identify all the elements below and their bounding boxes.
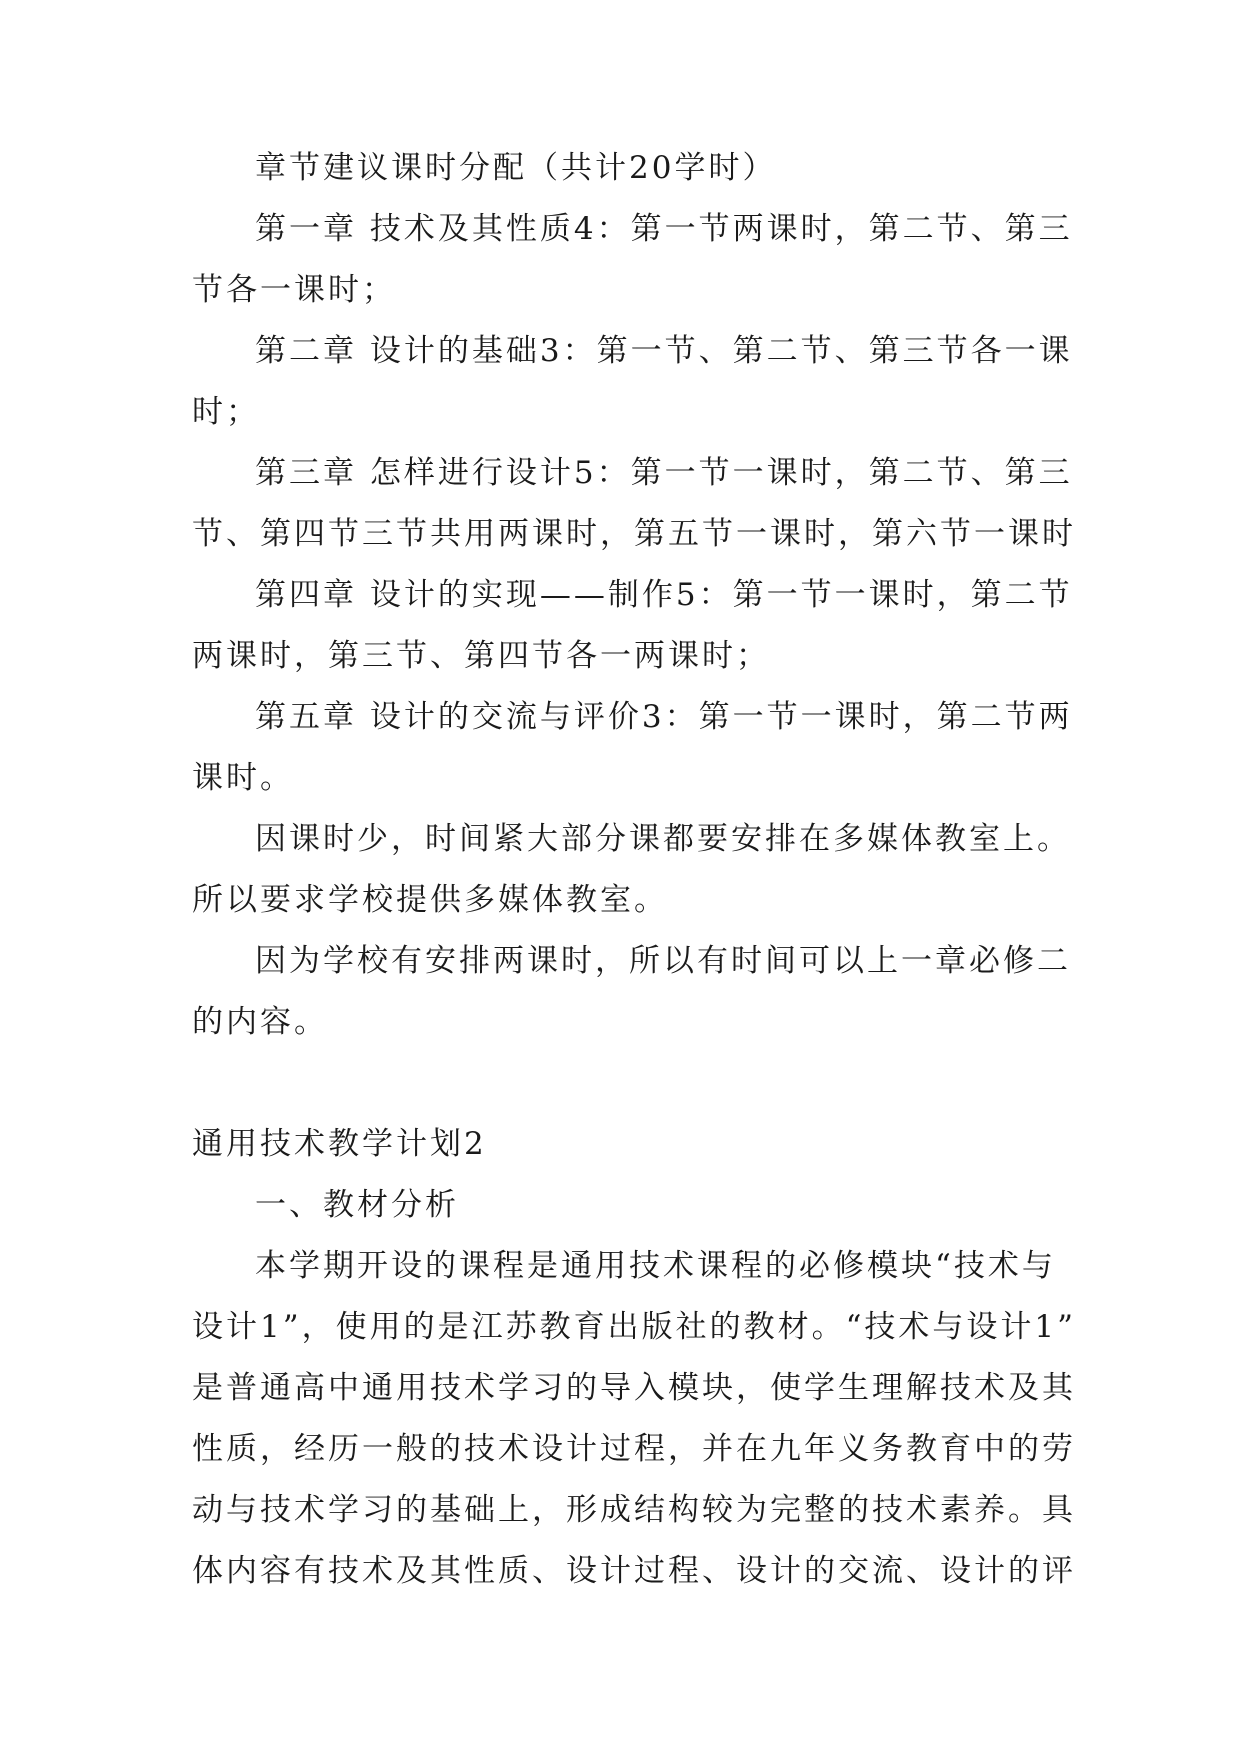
paragraph-line: 课时。 <box>192 760 294 796</box>
paragraph-line: 第三章 怎样进行设计5：第一节一课时，第二节、第三 <box>255 455 1073 491</box>
paragraph-line: 的内容。 <box>192 1004 328 1040</box>
note-paragraph <box>192 809 1072 931</box>
paragraph-line: 两课时，第三节、第四节各一两课时； <box>192 638 770 674</box>
subheading: 一、教材分析 <box>255 1187 459 1223</box>
paragraph-line: 第一章 技术及其性质4：第一节两课时，第二节、第三 <box>255 211 1073 247</box>
body-paragraph <box>192 1236 1076 1602</box>
paragraph-line: 是普通高中通用技术学习的导入模块，使学生理解技术及其 <box>192 1370 1076 1406</box>
section-title: 章节建议课时分配（共计20学时） <box>255 150 777 186</box>
paragraph-line: 本学期开设的课程是通用技术课程的必修模块“技术与 <box>255 1248 1056 1284</box>
document-body <box>192 138 1076 1602</box>
paragraph-line: 时； <box>192 394 260 430</box>
chapter-item <box>192 687 1072 809</box>
paragraph-line: 因为学校有安排两课时，所以有时间可以上一章必修二 <box>255 943 1071 979</box>
chapter-item <box>192 443 1076 565</box>
paragraph-line: 动与技术学习的基础上，形成结构较为完整的技术素养。具 <box>192 1492 1076 1528</box>
chapter-item <box>192 199 1072 321</box>
document-heading: 通用技术教学计划2 <box>192 1126 487 1162</box>
paragraph-line: 第四章 设计的实现——制作5：第一节一课时，第二节 <box>255 577 1073 613</box>
paragraph-line: 性质，经历一般的技术设计过程，并在九年义务教育中的劳 <box>192 1431 1076 1467</box>
note-paragraph <box>192 931 1072 1053</box>
chapter-item <box>192 565 1072 687</box>
paragraph-line: 第二章 设计的基础3：第一节、第二节、第三节各一课 <box>255 333 1073 369</box>
paragraph-line: 体内容有技术及其性质、设计过程、设计的交流、设计的评 <box>192 1553 1076 1589</box>
paragraph-line: 节、第四节三节共用两课时，第五节一课时，第六节一课时 <box>192 516 1076 552</box>
chapter-item <box>192 321 1072 443</box>
section-spacer <box>192 1053 1072 1114</box>
paragraph-line: 第五章 设计的交流与评价3：第一节一课时，第二节两 <box>255 699 1073 735</box>
paragraph-line: 设计1”，使用的是江苏教育出版社的教材。“技术与设计1” <box>192 1309 1076 1345</box>
paragraph-line: 所以要求学校提供多媒体教室。 <box>192 882 668 918</box>
paragraph-line: 因课时少，时间紧大部分课都要安排在多媒体教室上。 <box>255 821 1071 857</box>
paragraph-line: 节各一课时； <box>192 272 396 308</box>
